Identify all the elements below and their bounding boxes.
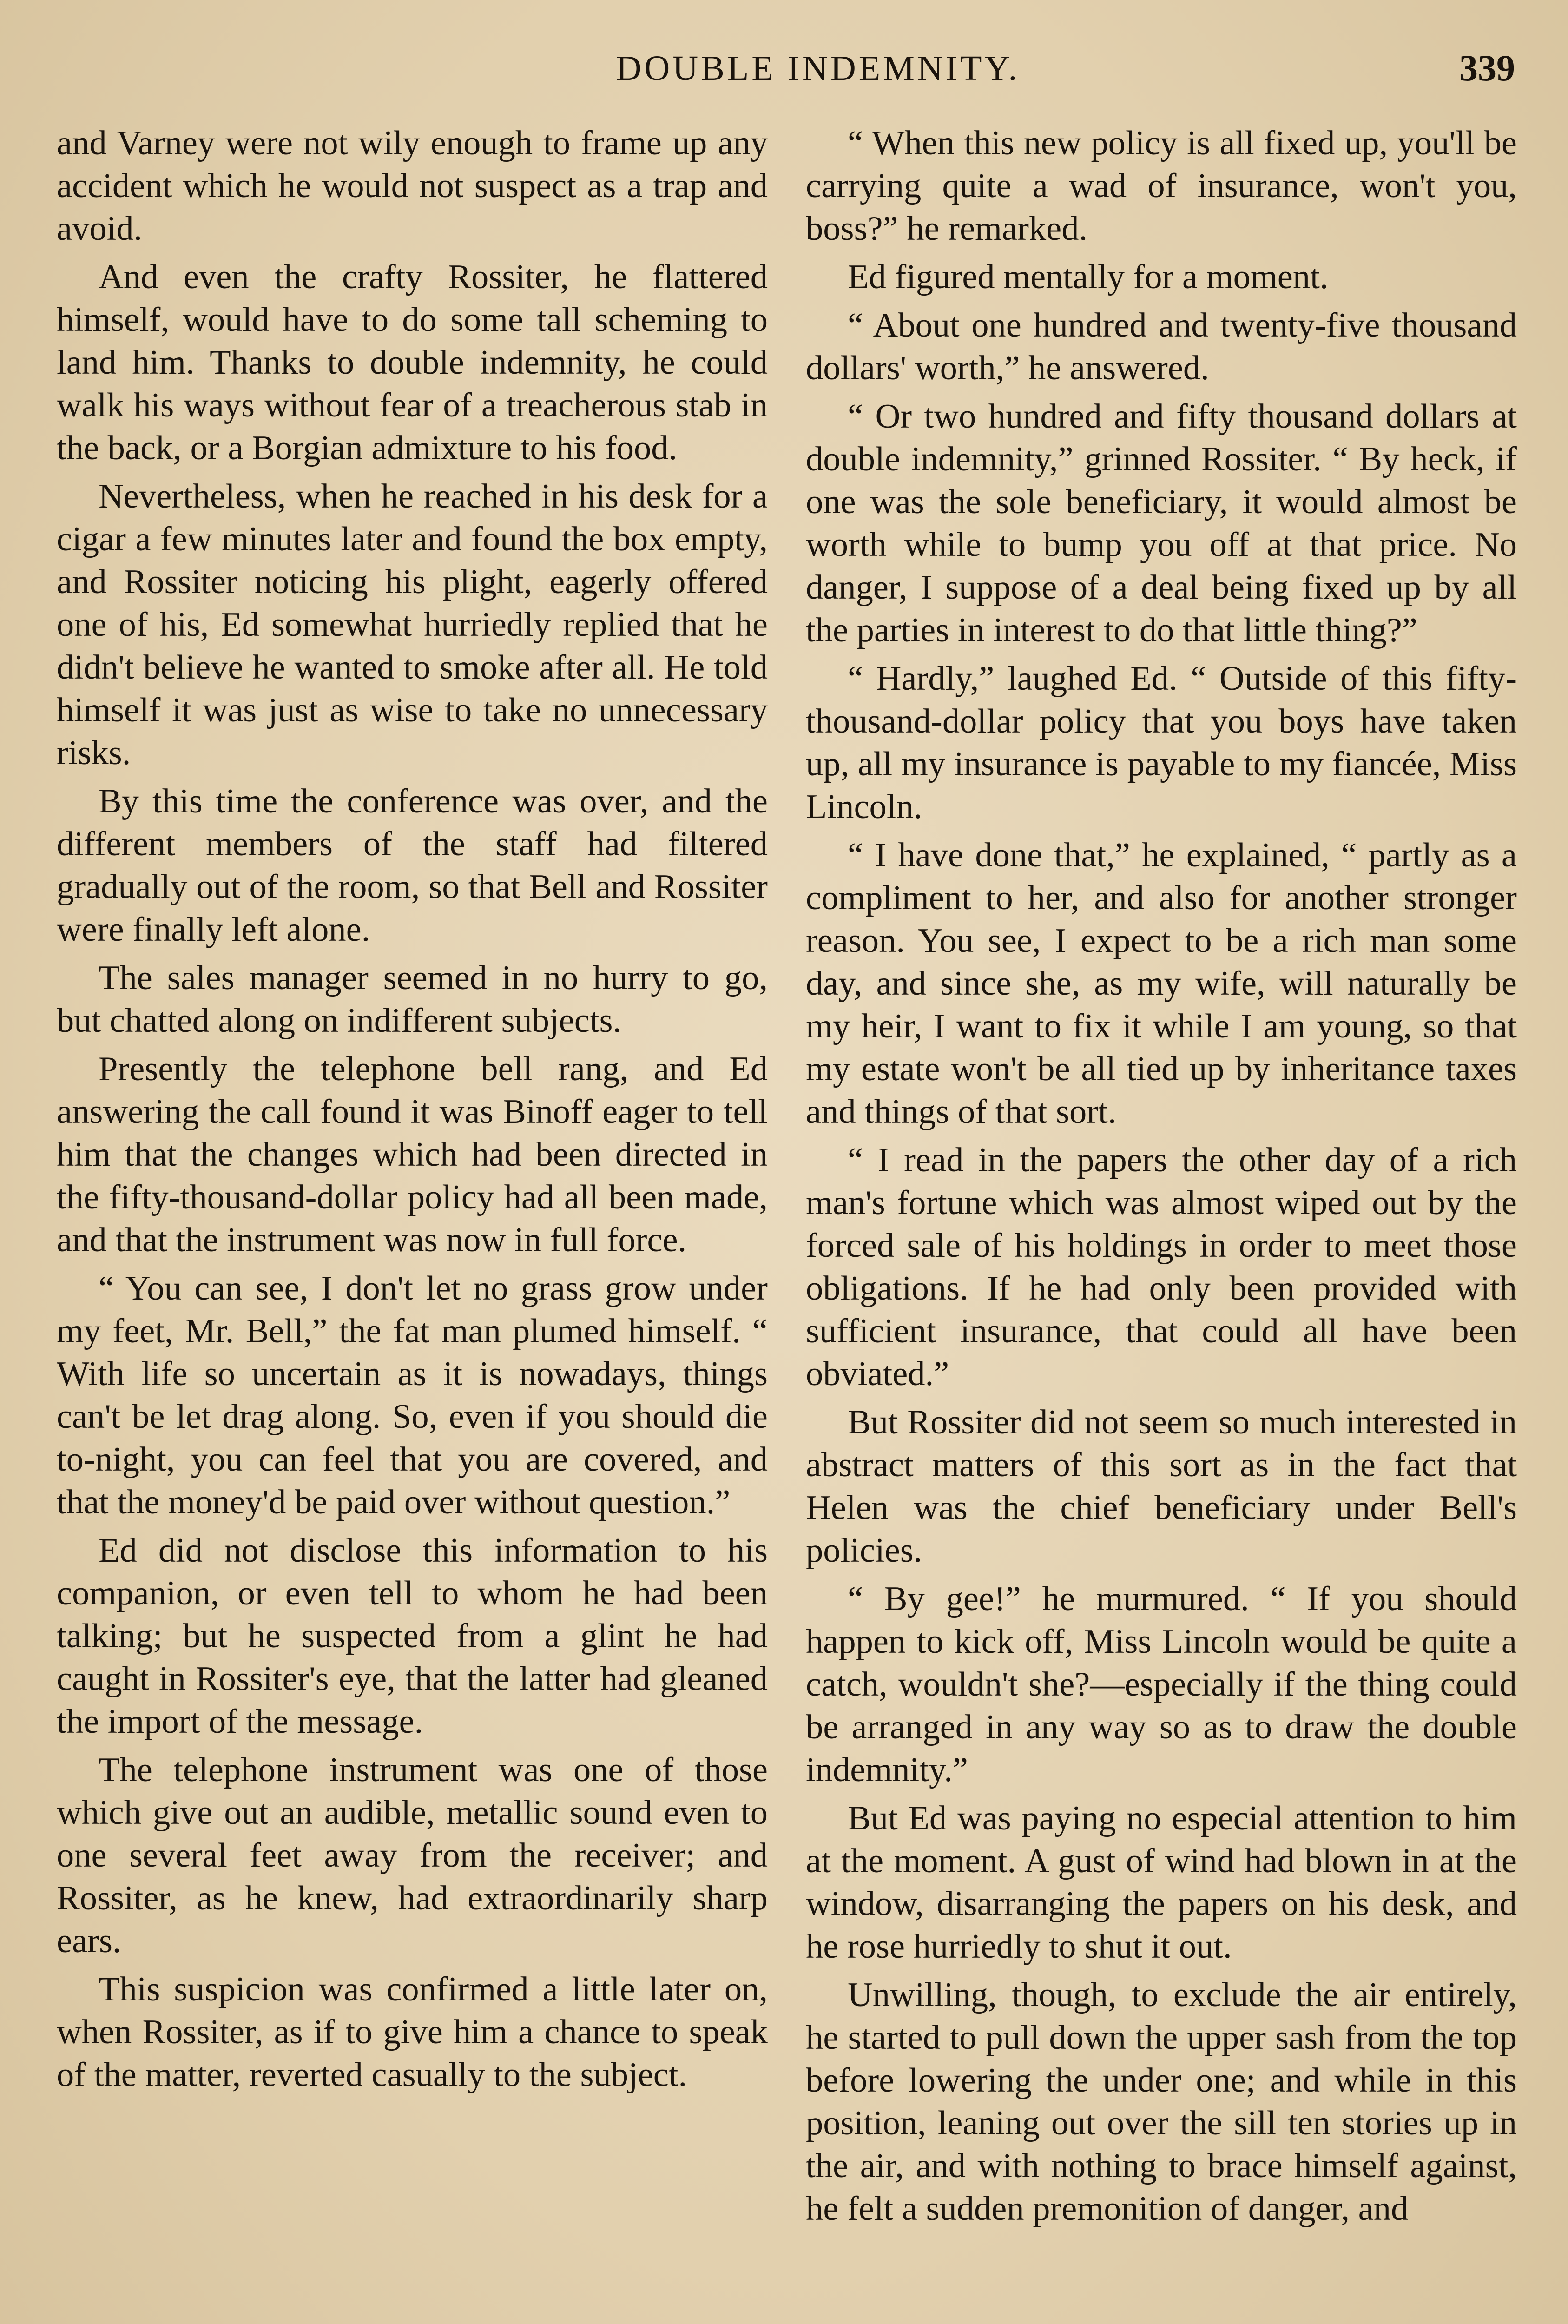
paragraph: By this time the conference was over, and the different members of the staff had filtered gradually out of the room, so that Bell and Rossiter were finally left alone.: [57, 782, 768, 949]
paragraph: But Rossiter did not seem so much interested in abstract matters of this sort as in the fact that Helen was the chief beneficiary under Bell's policies.: [806, 1403, 1517, 1570]
paragraph: Ed did not disclose this information to his companion, or even tell to whom he had been talking; but he suspected from a glint he had caught in Rossiter's eye, that the latter had gleaned the import of the message.: [57, 1532, 768, 1741]
paragraph: And even the crafty Rossiter, he flattered himself, would have to do some tall scheming to land him. Thanks to double indemnity, he could walk his ways without fear of a treacherous stab in the back, or a Borgian admixture to his food.: [57, 258, 768, 467]
paragraph: “ You can see, I don't let no grass grow under my feet, Mr. Bell,” the fat man plumed himself. “ With life so uncertain as it is nowadays, things can't be let drag along. So, even if you should die to-night, you can feel that you are covered, and that the money'd be paid over without question.”: [57, 1269, 768, 1521]
paragraph: “ About one hundred and twenty-five thousand dollars' worth,” he answered.: [806, 306, 1517, 387]
page-header: [56, 43, 1515, 94]
paragraph: “ By gee!” he murmured. “ If you should happen to kick off, Miss Lincoln would be quite a catch, wouldn't she?—especially if the thing could be arranged in any way so as to draw the double indemnity.”: [806, 1580, 1517, 1789]
paragraph: and Varney were not wily enough to frame up any accident which he would not suspect as a trap and avoid.: [57, 124, 768, 248]
paragraph: “ I have done that,” he explained, “ partly as a compliment to her, and also for another stronger reason. You see, I expect to be a rich man some day, and since she, as my wife, will naturally be my heir, I want to fix it while I am young, so that my estate won't be all tied up by inheritance taxes and things of that sort.: [806, 836, 1517, 1131]
paragraph: “ When this new policy is all fixed up, you'll be carrying quite a wad of insurance, won't you, boss?” he remarked.: [806, 124, 1517, 248]
paragraph: Presently the telephone bell rang, and Ed answering the call found it was Binoff eager to tell him that the changes which had been directed in the fifty-thousand-dollar policy had all been made, and that the instrument was now in full force.: [57, 1050, 768, 1259]
paragraph: “ I read in the papers the other day of a rich man's fortune which was almost wiped out by the forced sale of his holdings in order to meet those obligations. If he had only been provided with sufficient insurance, that could all have been obviated.”: [806, 1141, 1517, 1393]
left-column: [57, 122, 768, 2102]
paragraph: Unwilling, though, to exclude the air entirely, he started to pull down the upper sash from the top before lowering the under one; and while in this position, leaning out over the sill ten stories up in the air, and with nothing to brace himself against, he felt a sudden premonition of danger, and: [806, 1976, 1517, 2228]
paragraph: “ Or two hundred and fifty thousand dollars at double indemnity,” grinned Rossiter. “ By heck, if one was the sole beneficiary, it would almost be worth while to bump you off at that price. No danger, I suppose of a deal being fixed up by all the parties in interest to do that little thing?”: [806, 397, 1517, 649]
page-number: 339: [1459, 48, 1515, 89]
running-title: DOUBLE INDEMNITY.: [616, 49, 1020, 88]
paragraph: The telephone instrument was one of those which give out an audible, metallic sound even to one several feet away from the receiver; and Rossiter, as he knew, had extraordinarily sharp ears.: [57, 1751, 768, 1960]
paragraph: “ Hardly,” laughed Ed. “ Outside of this fifty-thousand-dollar policy that you boys have taken up, all my insurance is payable to my fiancée, Miss Lincoln.: [806, 660, 1517, 826]
paragraph: Ed figured mentally for a moment.: [848, 258, 1329, 296]
paragraph: But Ed was paying no especial attention to him at the moment. A gust of wind had blown in at the window, disarranging the papers on his desk, and he rose hurriedly to shut it out.: [806, 1799, 1517, 1966]
paragraph: This suspicion was confirmed a little later on, when Rossiter, as if to give him a chance to speak of the matter, reverted casually to the subject.: [57, 1970, 768, 2094]
paragraph: Nevertheless, when he reached in his desk for a cigar a few minutes later and found the box empty, and Rossiter noticing his plight, eagerly offered one of his, Ed somewhat hurriedly replied that he didn't believe he wanted to smoke after all. He told himself it was just as wise to take no unnecessary risks.: [57, 477, 768, 772]
paragraph: The sales manager seemed in no hurry to go, but chatted along on indifferent subjects.: [57, 959, 768, 1040]
right-column: [806, 122, 1517, 2236]
